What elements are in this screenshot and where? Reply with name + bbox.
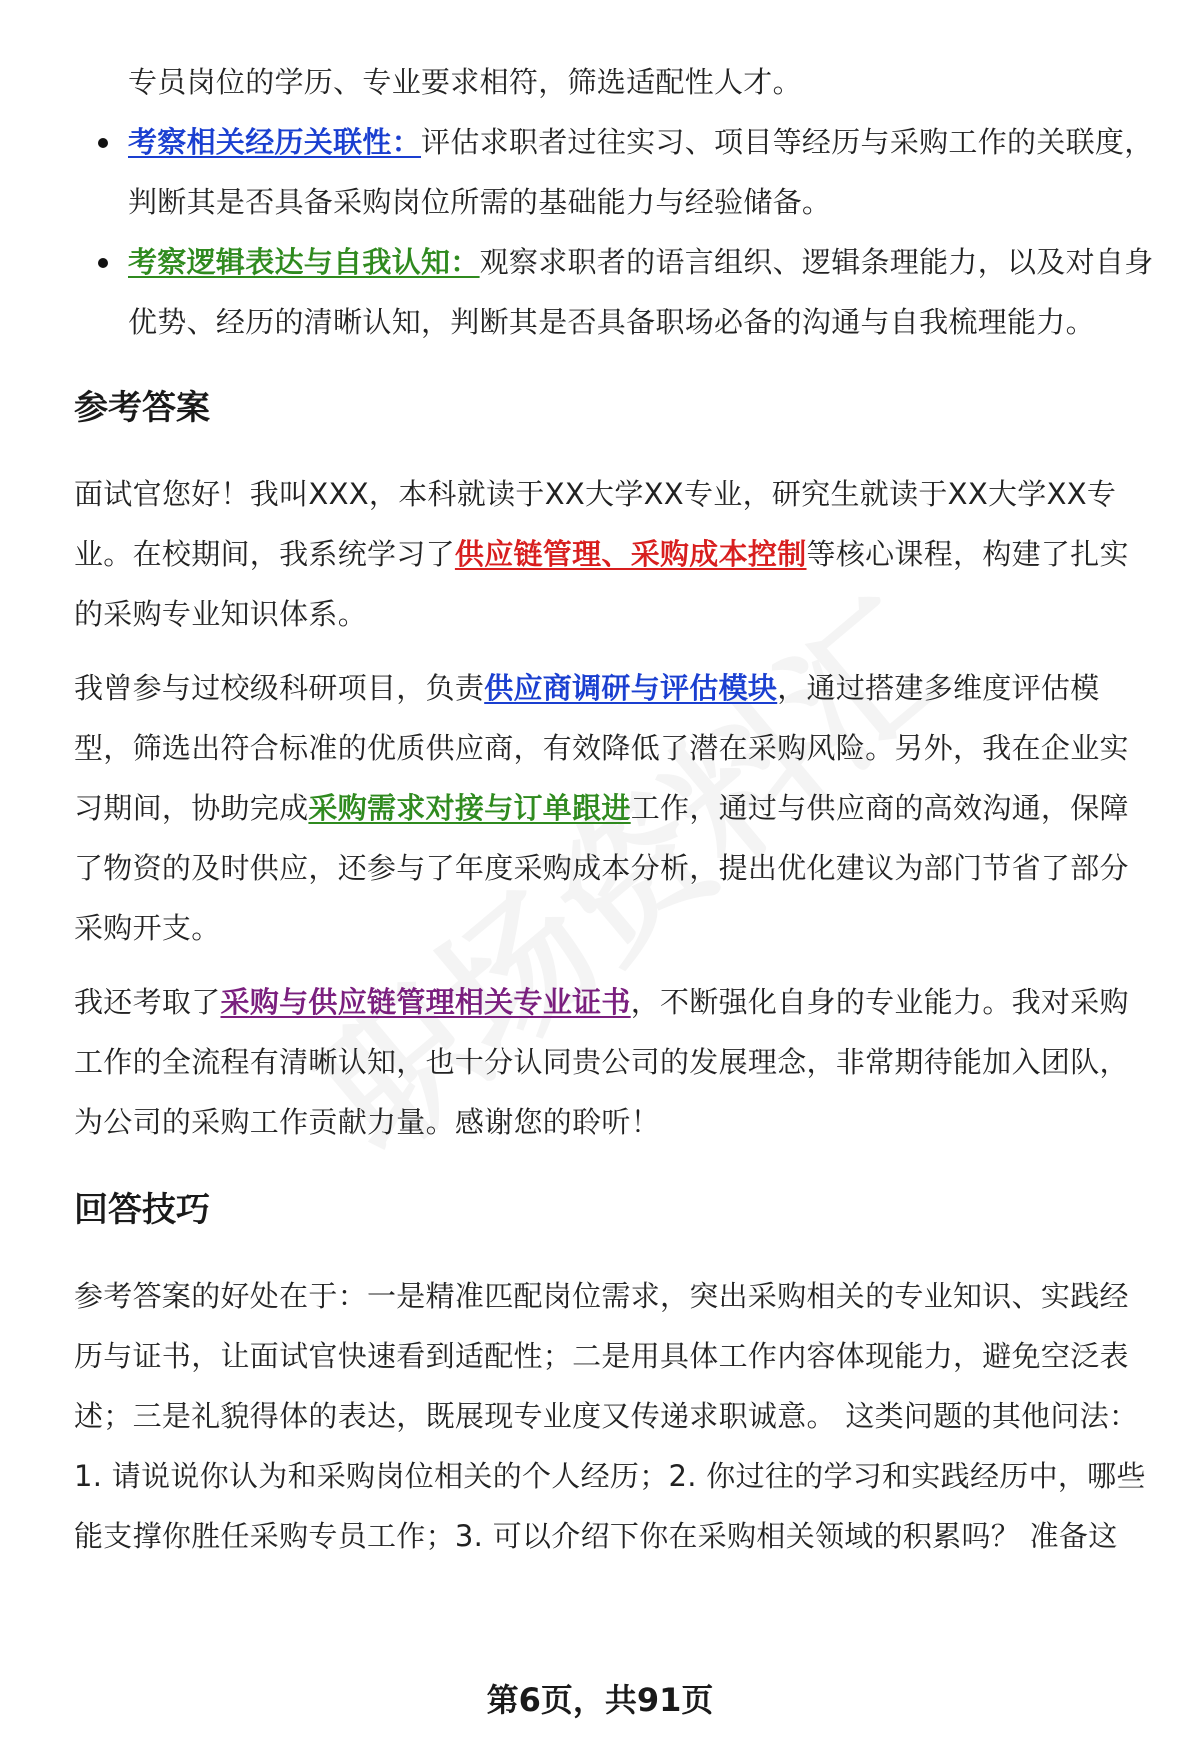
paragraph-text: 面试官您好！我叫XXX，本科就读于XX大学XX专业，研究生就读于XX大学XX专业。在校期间，我系统学习了 [74,477,1117,571]
highlight-phrase: 采购需求对接与订单跟进 [308,791,631,825]
highlight-phrase: 供应商调研与评估模块 [484,671,778,705]
paragraph-text: 等核心课程，构建了扎实的采购专业知识体系。 [74,537,1129,631]
paragraph-text: 工作，通过与供应商的高效沟通，保障了物资的及时供应，还参与了年度采购成本分析，提出优化建议为部门节省了部分采购开支。 [74,791,1129,945]
paragraph-text: 我曾参与过校级科研项目，负责 [74,671,485,705]
answer-paragraph-1 [74,464,1154,644]
bullet-dot-icon [98,138,108,148]
highlight-phrase: 采购与供应链管理相关专业证书 [220,985,631,1019]
answer-paragraph-2 [74,658,1154,958]
section-heading-answer: 参考答案 [74,388,210,428]
page-content [74,52,1154,1566]
highlight-label: 考察相关经历关联性： [128,125,422,159]
list-item-text: 评估求职者过往实习、项目等经历与采购工作的关联度，判断其是否具备采购岗位所需的基础能力与经验储备。 [128,125,1154,219]
intro-line: 专员岗位的学历、专业要求相符，筛选适配性人才。 [128,65,802,99]
highlight-label: 考察逻辑表达与自我认知： [128,245,480,279]
section-heading-tips: 回答技巧 [74,1190,210,1230]
list-item-text: 观察求职者的语言组织、逻辑条理能力，以及对自身优势、经历的清晰认知，判断其是否具备职场必备的沟通与自我梳理能力。 [128,245,1154,339]
answer-paragraph-3 [74,972,1154,1152]
paragraph-text: 我还考取了 [74,985,221,1019]
page-number: 第6页，共91页 [486,1681,714,1719]
paragraph-text: ，通过搭建多维度评估模型，筛选出符合标准的优质供应商，有效降低了潜在采购风险。另外，我在企业实习期间，协助完成 [74,671,1129,825]
list-item [74,232,1154,352]
tips-paragraph: 参考答案的好处在于：一是精准匹配岗位需求，突出采购相关的专业知识、实践经历与证书，让面试官快速看到适配性；二是用具体工作内容体现能力，避免空泛表述；三是礼貌得体的表达，既展现专业度又传递求职诚意。 这类问题的其他问法：1. 请说说你认为和采购岗位相关的个人经历；2. 你过往的学习和实践经历中，哪些能支撑你胜任采购专员工作；3. 可以介绍下你在采购相关领域的积累吗？ 准备这 [74,1279,1146,1553]
criteria-list [74,112,1154,352]
list-item [74,112,1154,232]
bullet-dot-icon [98,258,108,268]
highlight-phrase: 供应链管理、采购成本控制 [454,537,807,571]
paragraph-text: ，不断强化自身的专业能力。我对采购工作的全流程有清晰认知，也十分认同贵公司的发展理念，非常期待能加入团队，为公司的采购工作贡献力量。感谢您的聆听！ [74,985,1129,1139]
